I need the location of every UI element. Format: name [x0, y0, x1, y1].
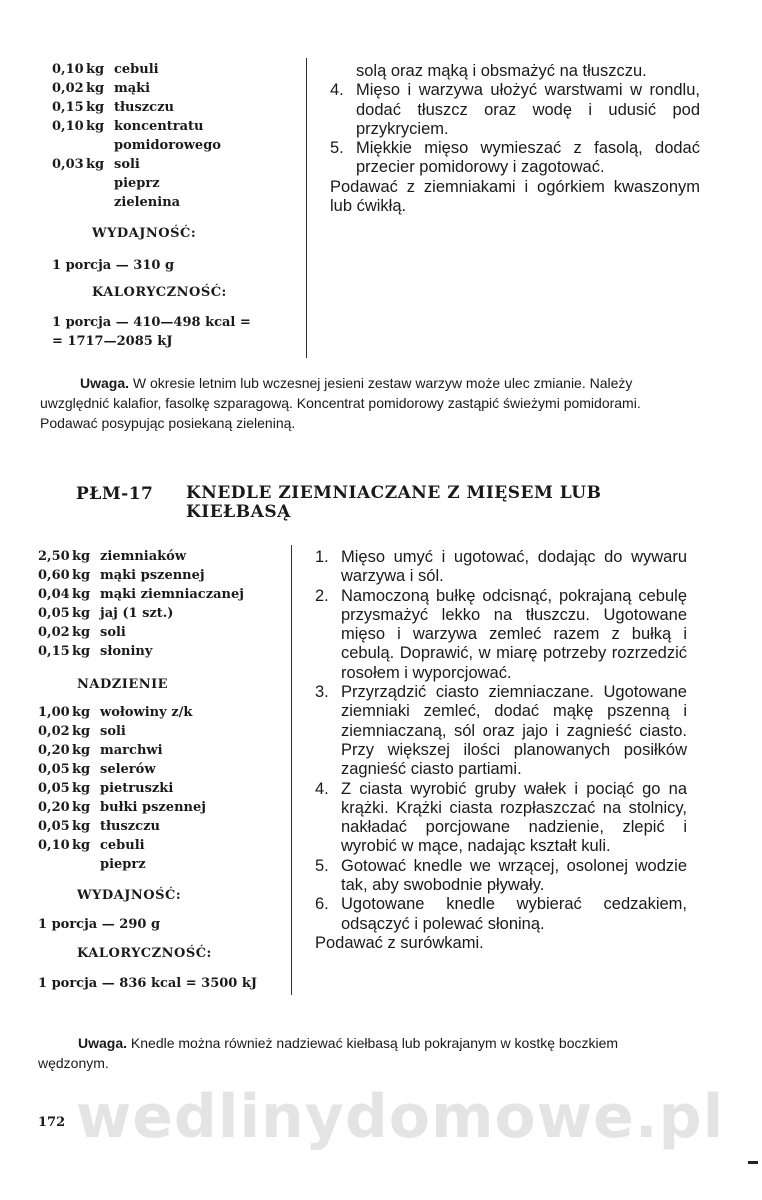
- ingredient-name: zielenina: [114, 195, 181, 210]
- ingredient-quantity: 0,05: [38, 819, 70, 834]
- recipe-ingredient-row: [38, 604, 244, 623]
- recipe-steps: [315, 548, 687, 953]
- recipe-note: [38, 1033, 690, 1073]
- filling-ingredient-row: [38, 836, 206, 855]
- ingredient-name: pietruszki: [100, 781, 174, 796]
- top-ingredient-row: [52, 98, 221, 117]
- ingredient-name: pieprz: [114, 176, 160, 191]
- watermark: wedlinydomowe.pl: [75, 1082, 725, 1152]
- top-ingredient-row: [52, 117, 221, 136]
- top-yield-heading: WYDAJNOŚĆ:: [92, 226, 197, 241]
- filling-ingredient-row: [38, 722, 206, 741]
- ingredient-quantity: 0,02: [52, 81, 84, 96]
- ingredient-unit: kg: [86, 62, 105, 77]
- filling-ingredient-row: [38, 798, 206, 817]
- recipe-step-list: [315, 548, 687, 934]
- ingredient-quantity: 0,10: [38, 838, 70, 853]
- ingredient-name: koncentratu: [114, 119, 204, 134]
- ingredient-quantity: 0,15: [52, 100, 84, 115]
- top-ingredient-row: [52, 155, 221, 174]
- top-ingredient-row: [52, 136, 221, 155]
- ingredient-unit: kg: [72, 625, 91, 640]
- top-step-list: [330, 81, 700, 177]
- step-text: Przyrządzić ciasto ziemniaczane. Ugotowane ziemniaki zemleć, dodać mąkę pszenną i ziemniaczaną, sól oraz jajo i zagnieść ciasto. Przy większej ilości planowanych posiłków zagnieść ciasto partiami.: [341, 683, 687, 779]
- step-number: 5.: [315, 856, 329, 875]
- recipe-column-divider: [291, 545, 292, 995]
- recipe-ingredient-row: [38, 642, 244, 661]
- step-number: 4.: [315, 779, 329, 798]
- step-continuation: [330, 62, 700, 81]
- ingredient-name: jaj (1 szt.): [100, 606, 174, 621]
- ingredient-name: mąki pszennej: [100, 568, 205, 583]
- filling-ingredient-row: [38, 703, 206, 722]
- recipe-ingredient-row: [38, 585, 244, 604]
- ingredient-name: selerów: [100, 762, 156, 777]
- recipe-calorie-value: 1 porcja — 836 kcal = 3500 kJ: [38, 976, 258, 991]
- ingredient-unit: kg: [72, 705, 91, 720]
- top-ingredient-row: [52, 193, 221, 212]
- recipe-ingredient-row: [38, 547, 244, 566]
- step-text: Ugotowane knedle wybierać cedzakiem, odsączyć i polewać słoniną.: [341, 895, 687, 933]
- step-item: [315, 587, 687, 683]
- step-item: [315, 548, 687, 587]
- top-column-divider: [306, 58, 307, 358]
- ingredient-quantity: 0,60: [38, 568, 70, 583]
- ingredient-quantity: 1,00: [38, 705, 70, 720]
- top-ingredient-row: [52, 79, 221, 98]
- edge-mark: [748, 1161, 758, 1164]
- recipe-title: KNEDLE ZIEMNIACZANE Z MIĘSEM LUB KIEŁBASĄ: [186, 483, 602, 522]
- recipe-note-label: Uwaga.: [78, 1035, 128, 1051]
- filling-ingredient-list: [38, 703, 206, 874]
- top-calorie-line-1: 1 porcja — 410—498 kcal =: [52, 315, 251, 330]
- ingredient-quantity: 0,05: [38, 781, 70, 796]
- ingredient-name: pieprz: [100, 857, 146, 872]
- top-ingredient-list: [52, 60, 221, 212]
- step-number: 3.: [315, 683, 329, 702]
- top-calorie-line-2: = 1717—2085 kJ: [52, 334, 173, 349]
- ingredient-unit: kg: [72, 606, 91, 621]
- step-text: Miękkie mięso wymieszać z fasolą, dodać przecier pomidorowy i zagotować.: [356, 139, 700, 177]
- ingredient-name: słoniny: [100, 644, 153, 659]
- ingredient-quantity: 0,15: [38, 644, 70, 659]
- ingredient-name: cebuli: [100, 838, 145, 853]
- ingredient-name: soli: [114, 157, 140, 172]
- recipe-yield-heading: WYDAJNOŚĆ:: [77, 888, 182, 903]
- step-item: [315, 683, 687, 779]
- ingredient-name: tłuszczu: [114, 100, 174, 115]
- step-text: Z ciasta wyrobić gruby wałek i pociąć go na krążki. Krążki ciasta rozpłaszczać na stolnicy, nakładać porcjowane nadzienie, zlepić i wyrobić w mące, nadając kształt kuli.: [341, 779, 687, 856]
- ingredient-quantity: 0,04: [38, 587, 70, 602]
- ingredient-quantity: 0,10: [52, 119, 84, 134]
- ingredient-unit: kg: [86, 81, 105, 96]
- ingredient-quantity: 0,20: [38, 800, 70, 815]
- ingredient-unit: kg: [72, 838, 91, 853]
- ingredient-name: mąki ziemniaczanej: [100, 587, 244, 602]
- ingredient-unit: kg: [86, 100, 105, 115]
- ingredient-unit: kg: [86, 157, 105, 172]
- recipe-calorie-heading: KALORYCZNOŚĆ:: [77, 946, 212, 961]
- ingredient-unit: kg: [72, 762, 91, 777]
- top-note-text: W okresie letnim lub wczesnej jesieni zestaw warzyw może ulec zmianie. Należy uwzględnić kalafior, fasolkę szparagową. Koncentrat pomidorowy zastąpić świeżymi pomidorami. Podawać posypując posiekaną zieleniną.: [40, 375, 641, 431]
- ingredient-unit: kg: [72, 644, 91, 659]
- top-calorie-heading: KALORYCZNOŚĆ:: [92, 285, 227, 300]
- ingredient-quantity: 0,02: [38, 625, 70, 640]
- top-note-label: Uwaga.: [80, 375, 130, 391]
- ingredient-quantity: 0,10: [52, 62, 84, 77]
- step-number: 6.: [315, 895, 329, 914]
- recipe-ingredient-row: [38, 566, 244, 585]
- ingredient-unit: kg: [72, 587, 91, 602]
- ingredient-name: wołowiny z/k: [100, 705, 193, 720]
- step-number: 1.: [315, 548, 329, 566]
- ingredient-name: bułki pszennej: [100, 800, 206, 815]
- recipe-ingredient-row: [38, 623, 244, 642]
- step-number: 5.: [330, 139, 344, 158]
- top-note: [40, 373, 690, 433]
- ingredient-unit: kg: [86, 119, 105, 134]
- step-text: Mięso i warzywa ułożyć warstwami w rondlu, dodać tłuszcz oraz wodę i udusić pod przykryciem.: [356, 81, 700, 138]
- step-item: [315, 857, 687, 896]
- recipe-code: PŁM-17: [76, 484, 154, 504]
- ingredient-quantity: 0,05: [38, 762, 70, 777]
- ingredient-name: pomidorowego: [114, 138, 221, 153]
- ingredient-name: marchwi: [100, 743, 163, 758]
- ingredient-unit: kg: [72, 743, 91, 758]
- ingredient-unit: kg: [72, 724, 91, 739]
- recipe-yield-value: 1 porcja — 290 g: [38, 917, 161, 932]
- step-item: [315, 895, 687, 934]
- ingredient-quantity: 0,02: [38, 724, 70, 739]
- ingredient-unit: kg: [72, 549, 91, 564]
- recipe-note-text: Knedle można również nadziewać kiełbasą lub pokrajanym w kostkę boczkiem wędzonym.: [38, 1035, 619, 1071]
- ingredient-unit: kg: [72, 800, 91, 815]
- filling-ingredient-row: [38, 779, 206, 798]
- ingredient-unit: kg: [72, 781, 91, 796]
- ingredient-name: tłuszczu: [100, 819, 160, 834]
- ingredient-unit: kg: [72, 819, 91, 834]
- step-item: [330, 81, 700, 139]
- recipe-ingredient-list: [38, 547, 244, 661]
- filling-ingredient-row: [38, 741, 206, 760]
- ingredient-name: soli: [100, 625, 126, 640]
- ingredient-name: mąki: [114, 81, 151, 96]
- top-ingredient-row: [52, 60, 221, 79]
- ingredient-quantity: 2,50: [38, 549, 70, 564]
- recipe-serving-note: Podawać z surówkami.: [315, 933, 484, 952]
- top-serving-note: Podawać z ziemniakami i ogórkiem kwaszonym lub ćwikłą.: [330, 177, 700, 216]
- ingredient-quantity: 0,03: [52, 157, 84, 172]
- ingredient-quantity: 0,05: [38, 606, 70, 621]
- filling-ingredient-row: [38, 817, 206, 836]
- step-number: 4.: [330, 81, 344, 100]
- filling-ingredient-row: [38, 855, 206, 874]
- top-yield-value: 1 porcja — 310 g: [52, 258, 175, 273]
- ingredient-quantity: 0,20: [38, 743, 70, 758]
- step-text: Gotować knedle we wrzącej, osolonej wodzie tak, aby swobodnie pływały.: [341, 856, 687, 895]
- ingredient-unit: kg: [72, 568, 91, 583]
- ingredient-name: ziemniaków: [100, 549, 187, 564]
- step-continuation-text: solą oraz mąką i obsmażyć na tłuszczu.: [356, 62, 647, 80]
- filling-heading: NADZIENIE: [77, 677, 169, 692]
- step-text: Mięso umyć i ugotować, dodając do wywaru warzywa i sól.: [341, 548, 687, 586]
- step-text: Namoczoną bułkę odcisnąć, pokrajaną cebulę przysmażyć lekko na tłuszczu. Ugotowane mięso i warzywa zemleć razem z bułką i cebulą. Doprawić, w miarę potrzeby rozrzedzić rosołem i wyporcjować.: [341, 586, 687, 682]
- ingredient-name: cebuli: [114, 62, 159, 77]
- step-item: [330, 139, 700, 178]
- ingredient-name: soli: [100, 724, 126, 739]
- filling-ingredient-row: [38, 760, 206, 779]
- page-number: 172: [38, 1115, 66, 1130]
- top-steps: [330, 62, 700, 216]
- step-number: 2.: [315, 586, 329, 605]
- step-item: [315, 780, 687, 857]
- top-ingredient-row: [52, 174, 221, 193]
